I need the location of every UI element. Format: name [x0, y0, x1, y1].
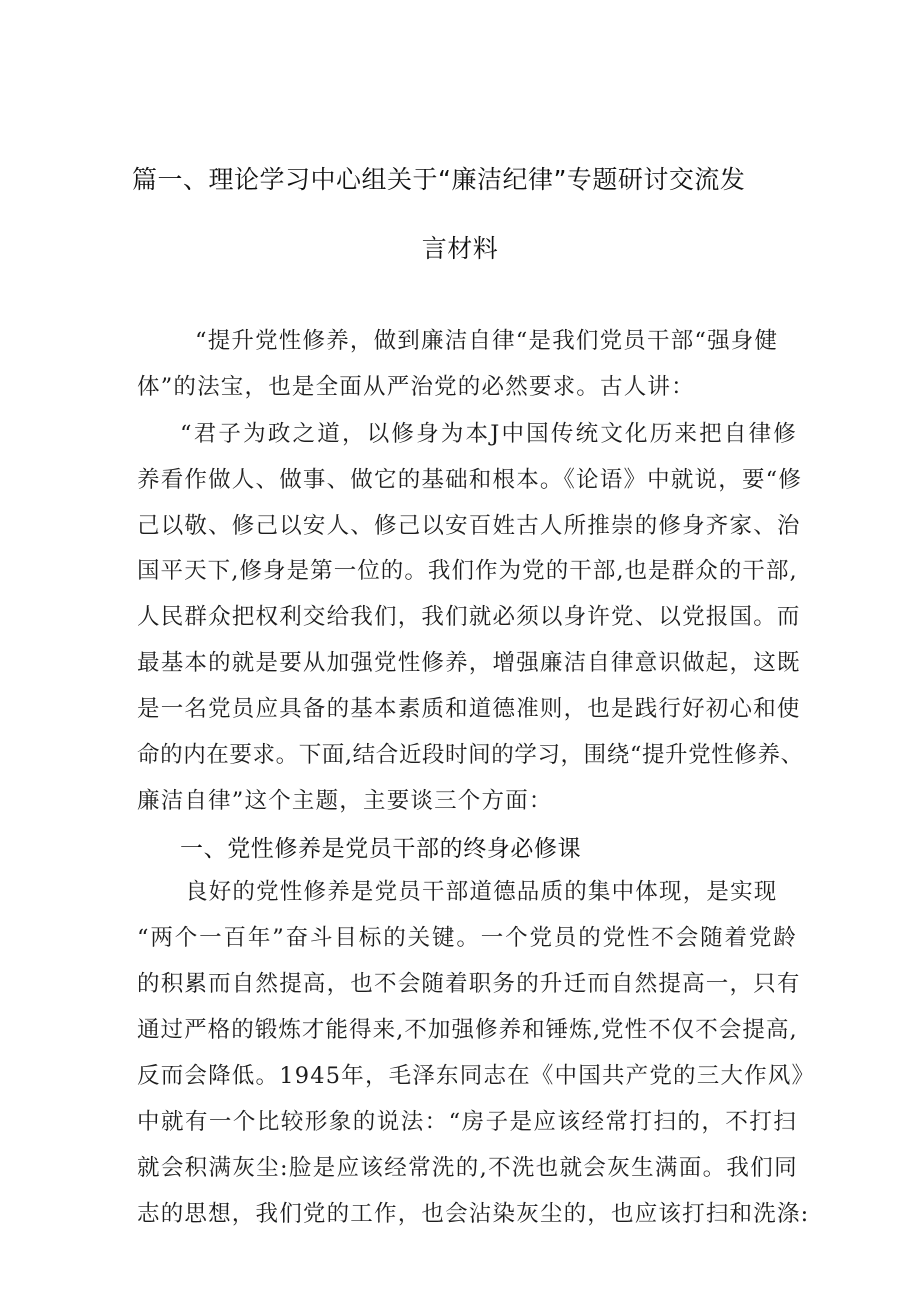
paragraph-2-line-5: 人民群众把权利交给我们，我们就必须以身许党、以党报国。而: [137, 604, 801, 630]
paragraph-2-line-9: 廉洁自律”这个主题，主要谈三个方面：: [137, 788, 553, 814]
paragraph-2-line-1: “君子为政之道，以修身为本J中国传统文化历来把自律修: [180, 421, 797, 447]
section-heading-1: 一、党性修养是党员干部的终身必修课: [180, 836, 582, 862]
document-title-line-2: 言材料: [421, 234, 499, 263]
paragraph-3-line-8: 志的思想，我们党的工作，也会沾染灰尘的，也应该打扫和洗涤:: [137, 1201, 810, 1227]
paragraph-2-line-2: 养看作做人、做事、做它的基础和根本。《论语》中就说，要“修: [137, 467, 803, 493]
paragraph-1-line-2: 体”的法宝，也是全面从严治党的必然要求。古人讲：: [137, 374, 695, 400]
paragraph-3-line-2: “两个一百年”奋斗目标的关键。一个党员的党性不会随着党龄: [137, 925, 797, 951]
paragraph-3-line-6: 中就有一个比较形象的说法：“房子是应该经常打扫的，不打扫: [137, 1109, 797, 1135]
paragraph-3-line-4: 通过严格的锻炼才能得来,不加强修养和锤炼,党性不仅不会提高,: [137, 1017, 797, 1043]
paragraph-2-line-7: 是一名党员应具备的基本素质和道德准则，也是践行好初心和使: [137, 696, 801, 722]
paragraph-2-line-4: 国平天下,修身是第一位的。我们作为党的干部,也是群众的干部,: [137, 558, 797, 584]
paragraph-3-line-7: 就会积满灰尘:脸是应该经常洗的,不洗也就会灰生满面。我们同: [137, 1155, 797, 1181]
paragraph-2-line-8: 命的内在要求。下面,结合近段时间的学习，围绕“提升党性修养、: [137, 742, 804, 768]
paragraph-2-line-6: 最基本的就是要从加强党性修养，增强廉洁自律意识做起，这既: [137, 650, 801, 676]
paragraph-2-line-3: 己以敬、修己以安人、修己以安百姓古人所推崇的修身齐家、治: [137, 513, 801, 539]
document-title-line-1: 篇一、理论学习中心组关于“廉洁纪律”专题研讨交流发: [132, 165, 746, 194]
paragraph-3-line-5: 反而会降低。1945年，毛泽东同志在《中国共产党的三大作风》: [137, 1063, 816, 1089]
paragraph-3-line-1: 良好的党性修养是党员干部道德品质的集中体现，是实现: [185, 879, 778, 905]
paragraph-3-line-3: 的积累而自然提高，也不会随着职务的升迁而自然提高一，只有: [137, 971, 801, 997]
paragraph-1-line-1: “提升党性修养，做到廉洁自律“是我们党员干部“强身健: [195, 328, 779, 354]
